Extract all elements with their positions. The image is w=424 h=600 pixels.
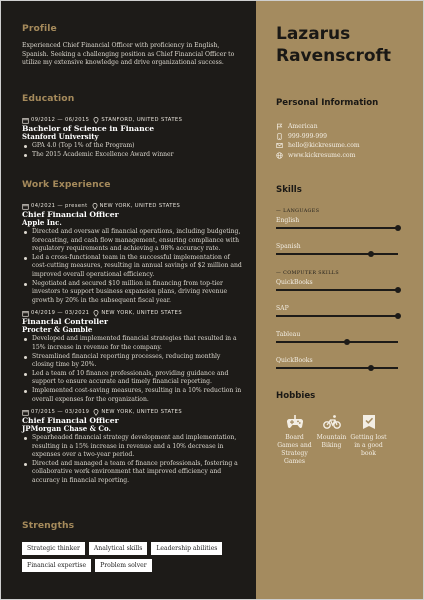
- entry-meta: [22, 202, 242, 210]
- company-name: Procter & Gamble: [22, 325, 93, 335]
- info-text[interactable]: hello@kickresume.com: [288, 142, 360, 150]
- calendar-icon: [22, 409, 29, 416]
- job-bullets: [22, 228, 242, 305]
- skill-item: [276, 243, 424, 255]
- entry-dates: 04/2019 — 03/2021: [31, 310, 90, 317]
- skill-item: [276, 305, 424, 317]
- info-email: [276, 141, 424, 151]
- list-item: The 2015 Academic Excellence Award winner: [22, 151, 242, 160]
- experience-section: [22, 179, 242, 486]
- job-title: Financial Controller: [22, 317, 109, 327]
- skill-level-dot: [395, 225, 401, 231]
- job-title: Chief Financial Officer: [22, 210, 119, 219]
- location-pin-icon: [92, 203, 98, 210]
- profile-text: Experienced Chief Financial Officer with proficiency in English, Spanish. Seeking a challenging position as Chief Financial Officer to utilize my extensive knowledge and drive organizational success.: [22, 42, 235, 67]
- list-item: Directed and managed a team of finance professionals, fostering a collaborative work environment that improved efficiency and accuracy in financial reporting.: [22, 460, 242, 486]
- job-bullets: [22, 335, 242, 404]
- job-title: Chief Financial Officer: [22, 416, 119, 426]
- gamepad-icon: [286, 414, 304, 430]
- entry-location: NEW YORK, UNITED STATES: [101, 409, 183, 416]
- experience-entry: [22, 408, 242, 486]
- email-icon: [276, 142, 283, 149]
- info-text: American: [288, 123, 318, 131]
- list-item: Led a cross-functional team in the successful implementation of cost-cutting measures, resulting in annual savings of $2 million and improved overall operational efficiency.: [22, 254, 242, 280]
- entry-meta: [22, 116, 242, 124]
- entry-dates: 04/2021 — present: [31, 203, 88, 209]
- entry-dates: 07/2015 — 03/2019: [31, 409, 90, 416]
- skill-item: [276, 279, 424, 291]
- hobbies-heading: Hobbies: [276, 391, 316, 401]
- hobby-item: [313, 414, 350, 466]
- education-entry: [22, 116, 242, 159]
- skill-bar: [276, 367, 398, 369]
- entry-meta: [22, 309, 242, 317]
- bicycle-icon: [323, 414, 341, 430]
- info-website: [276, 151, 424, 161]
- entry-location: STANFORD, UNITED STATES: [101, 117, 183, 123]
- list-item: Implemented cost-saving measures, resulting in a 10% reduction in overall expenses for the organization.: [22, 387, 242, 404]
- strength-tag: Financial expertise: [22, 559, 91, 572]
- first-name: Lazarus: [276, 24, 351, 44]
- skill-name: English: [276, 217, 300, 224]
- company-name: JPMorgan Chase & Co.: [22, 424, 111, 434]
- strength-tag: Analytical skills: [89, 542, 147, 555]
- skill-bar: [276, 289, 398, 291]
- skill-item: [276, 331, 424, 343]
- list-item: Negotiated and secured $10 million in financing from top-tier investors to support business expansion plans, driving revenue growth by 20% in the subsequent fiscal year.: [22, 280, 242, 306]
- experience-heading: Work Experience: [22, 179, 111, 190]
- calendar-icon: [22, 203, 29, 210]
- personal-info-heading: Personal Information: [276, 98, 379, 108]
- list-item: Directed and oversaw all financial operations, including budgeting, forecasting, and cash flow management, ensuring compliance with regulatory requirements and achieving a 98% accuracy rate.: [22, 228, 242, 254]
- hobby-label: Board Games and Strategy Games: [277, 434, 312, 465]
- skill-level-dot: [395, 313, 401, 319]
- skill-level-dot: [368, 251, 374, 257]
- entry-location: NEW YORK, UNITED STATES: [99, 203, 181, 209]
- calendar-icon: [22, 117, 29, 124]
- calendar-icon: [22, 310, 29, 317]
- computer-skills-subheading: — COMPUTER SKILLS: [276, 271, 340, 276]
- phone-icon: [276, 133, 283, 140]
- last-name: Ravenscroft: [276, 46, 392, 66]
- hobby-item: [350, 414, 387, 466]
- skill-name: QuickBooks: [276, 357, 313, 364]
- right-column: [256, 1, 424, 600]
- list-item: Led a team of 10 finance professionals, providing guidance and support to ensure accurate and timely financial reporting.: [22, 370, 242, 387]
- hobbies-list: [276, 414, 424, 466]
- experience-entry: [22, 309, 242, 404]
- list-item: GPA 4.0 (Top 1% of the Program): [22, 142, 242, 151]
- info-text[interactable]: 999-999-999: [288, 132, 328, 140]
- hobby-label: Getting lost in a good book: [350, 434, 387, 457]
- skill-bar: [276, 227, 398, 229]
- hobby-label: Mountain Biking: [316, 434, 347, 449]
- skill-bar: [276, 341, 398, 343]
- flag-icon: [276, 123, 283, 130]
- profile-heading: Profile: [22, 23, 57, 34]
- education-bullets: [22, 142, 242, 159]
- list-item: Streamlined financial reporting processes, reducing monthly closing time by 20%.: [22, 353, 242, 370]
- info-phone: [276, 132, 424, 142]
- location-pin-icon: [93, 409, 99, 416]
- info-nationality: [276, 122, 424, 132]
- location-pin-icon: [93, 117, 99, 124]
- strength-tag: Strategic thinker: [22, 542, 85, 555]
- skills-section: [276, 185, 424, 369]
- entry-location: NEW YORK, UNITED STATES: [101, 310, 183, 317]
- skill-name: Tableau: [276, 331, 301, 338]
- location-pin-icon: [93, 310, 99, 317]
- skill-name: Spanish: [276, 243, 301, 250]
- hobbies-section: [276, 391, 424, 466]
- skill-level-dot: [344, 339, 350, 345]
- skill-level-dot: [395, 287, 401, 293]
- strengths-section: [22, 520, 242, 576]
- personal-info-list: [276, 122, 424, 160]
- education-heading: Education: [22, 93, 75, 104]
- skill-item: [276, 357, 424, 369]
- skill-bar: [276, 253, 398, 255]
- languages-subheading: — LANGUAGES: [276, 209, 320, 214]
- book-check-icon: [360, 414, 378, 430]
- globe-icon: [276, 152, 283, 159]
- strength-tag: Leadership abilities: [151, 542, 222, 555]
- strengths-tags: [22, 542, 242, 576]
- strength-tag: Problem solver: [95, 559, 152, 572]
- skill-name: SAP: [276, 305, 289, 312]
- experience-entry: [22, 202, 242, 305]
- profile-section: [22, 23, 256, 68]
- entry-meta: [22, 408, 242, 416]
- skill-bar: [276, 315, 398, 317]
- degree-title: Bachelor of Science in Finance: [22, 124, 155, 133]
- list-item: Developed and implemented financial strategies that resulted in a 15% increase in revenue for the company.: [22, 335, 242, 352]
- list-item: Spearheaded financial strategy development and implementation, resulting in a 15% increase in revenue and a 10% decrease in expenses over a two-year period.: [22, 434, 242, 460]
- entry-dates: 09/2012 — 06/2015: [31, 117, 90, 123]
- company-name: Apple Inc.: [22, 218, 62, 227]
- skill-name: QuickBooks: [276, 279, 313, 286]
- school-name: Stanford University: [22, 132, 99, 141]
- candidate-name: [276, 23, 424, 67]
- strengths-heading: Strengths: [22, 520, 75, 531]
- education-section: [22, 93, 242, 159]
- personal-info-section: [276, 98, 424, 160]
- info-text[interactable]: www.kickresume.com: [288, 151, 356, 159]
- skill-level-dot: [368, 365, 374, 371]
- hobby-item: [276, 414, 313, 466]
- skills-heading: Skills: [276, 185, 302, 195]
- skill-item: [276, 217, 424, 229]
- job-bullets: [22, 434, 242, 486]
